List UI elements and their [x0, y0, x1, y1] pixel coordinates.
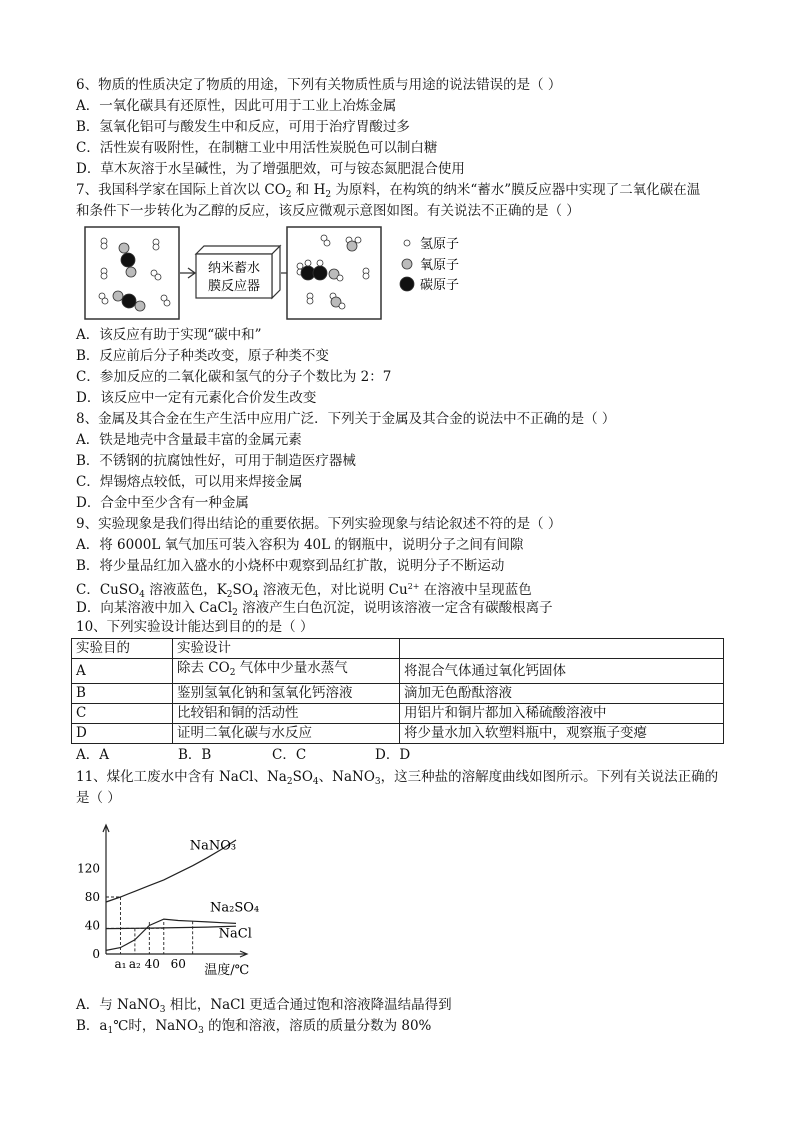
reactor-label-1: 纳米蓄水 — [207, 261, 261, 276]
q10-option-a: A．A — [76, 747, 109, 763]
legend-carbon-icon — [400, 277, 414, 291]
header-blank — [400, 639, 724, 659]
x-axis-label: 温度/℃ — [204, 963, 250, 978]
table-row: D 证明二氧化碳与水反应 将少量水加入软塑料瓶中，观察瓶子变瘪 — [72, 724, 724, 744]
legend-oxygen: 氧原子 — [420, 258, 460, 273]
x-tick-label: a₁ — [114, 957, 127, 971]
series-line-2 — [106, 926, 236, 928]
y-tick-label: 0 — [92, 947, 100, 961]
header-purpose: 实验目的 — [72, 639, 173, 659]
legend — [400, 240, 414, 291]
q9-stem: 9、实验现象是我们得出结论的重要依据。下列实验现象与结论叙述不符的是（ ） — [76, 516, 562, 532]
q11-stem-line2: 是（ ） — [76, 790, 121, 806]
series-label-na2so4: Na₂SO₄ — [210, 900, 260, 916]
x-tick-label: 60 — [170, 957, 186, 971]
q9-option-d: D．向某溶液中加入 CaCl$_2$ 溶液产生白色沉淀，说明该溶液一定含有碳酸根离子 — [76, 600, 553, 618]
q6-stem: 6、物质的性质决定了物质的用途，下列有关物质性质与用途的说法错误的是（ ） — [76, 77, 562, 93]
series-label-nano3: NaNO₃ — [189, 838, 237, 854]
x-tick-label: a₂ — [128, 957, 141, 971]
reactor-label-2: 膜反应器 — [207, 279, 261, 294]
solubility-chart — [77, 822, 280, 982]
q7-option-a: A．该反应有助于实现“碳中和” — [76, 327, 262, 343]
header-design: 实验设计 — [173, 639, 400, 659]
q6-option-b: B．氢氧化铝可与酸发生中和反应，可用于治疗胃酸过多 — [76, 119, 410, 135]
q8-option-a: A．铁是地壳中含量最丰富的金属元素 — [76, 432, 302, 448]
table-row: C 比较铝和铜的活动性 用铝片和铜片都加入稀硫酸溶液中 — [72, 704, 724, 724]
q6-option-a: A．一氧化碳具有还原性，因此可用于工业上冶炼金属 — [76, 98, 397, 114]
reactor-box — [196, 246, 280, 298]
x-tick-label: 40 — [144, 957, 160, 971]
q9-option-b: B．将少量品红加入盛水的小烧杯中观察到品红扩散，说明分子不断运动 — [76, 558, 505, 574]
q11-stem-line1: 11、煤化工废水中含有 NaCl、$Na_2SO_4$、NaNO$_3$，这三种盐的溶解度曲线如图所示。下列有关说法正确的 — [76, 769, 719, 787]
y-tick-label: 120 — [77, 861, 100, 876]
q7-option-d: D．该反应中一定有元素化合价发生改变 — [76, 390, 317, 406]
q10-stem: 10、下列实验设计能达到目的的是（ ） — [76, 619, 314, 635]
q10-option-c: C．C — [272, 747, 307, 763]
q7-stem-line1: 7、我国科学家在国际上首次以 $CO_2$ 和 $H_2$ 为原料，在构筑的纳米“蓄水”膜反应器中实现了二氧化碳在温 — [76, 182, 701, 200]
table-header-row — [72, 639, 724, 659]
series-line-1 — [106, 919, 236, 950]
q7-option-b: B．反应前后分子种类改变，原子种类不变 — [76, 348, 329, 364]
legend-carbon: 碳原子 — [420, 278, 460, 293]
q8-option-c: C．焊锡熔点较低，可以用来焊接金属 — [76, 474, 303, 490]
q7-option-c: C．参加反应的二氧化碳和氢气的分子个数比为 2：7 — [76, 369, 392, 385]
q6-option-d: D．草木灰溶于水呈碱性，为了增强肥效，可与铵态氮肥混合使用 — [76, 161, 465, 177]
q10-table — [71, 638, 724, 744]
q6-option-c: C．活性炭有吸附性，在制糖工业中用活性炭脱色可以制白糖 — [76, 140, 438, 156]
series-label-nacl: NaCl — [218, 926, 252, 942]
q10-option-d: D．D — [375, 747, 411, 763]
y-tick-label: 80 — [84, 890, 100, 904]
q11-option-a: A．与 NaNO$_3$ 相比，NaCl 更适合通过饱和溶液降温结晶得到 — [76, 997, 452, 1015]
q8-stem: 8、金属及其合金在生产生活中应用广泛．下列关于金属及其合金的说法中不正确的是（ ） — [76, 411, 616, 427]
legend-oxygen-icon — [402, 259, 412, 269]
q7-stem-line2: 和条件下一步转化为乙醇的反应，该反应微观示意图如图。有关说法不正确的是（ ） — [76, 203, 580, 219]
table-row: B 鉴别氢氧化钠和氢氧化钙溶液 滴加无色酚酞溶液 — [72, 684, 724, 704]
q8-option-b: B．不锈钢的抗腐蚀性好，可用于制造医疗器械 — [76, 453, 356, 469]
q9-option-a: A．将 6000L 氧气加压可装入容积为 40L 的钢瓶中，说明分子之间有间隙 — [76, 537, 524, 553]
reaction-diagram — [84, 226, 484, 322]
legend-hydrogen-icon — [404, 240, 410, 246]
q10-option-b: B．B — [178, 747, 212, 763]
legend-hydrogen: 氢原子 — [420, 237, 460, 252]
q8-option-d: D．合金中至少含有一种金属 — [76, 495, 249, 511]
q9-option-c: C．CuSO$_4$ 溶液蓝色，$K_2SO_4$ 溶液无色，对比说明 $Cu^{2+}$ 在溶液中呈现蓝色 — [76, 582, 532, 600]
q11-option-b: B．$a_1℃$时，NaNO$_3$ 的饱和溶液，溶质的质量分数为 80% — [76, 1018, 432, 1036]
table-row: A 除去 $CO_2$ 气体中少量水蒸气 将混合气体通过氧化钙固体 — [72, 659, 724, 684]
y-tick-label: 40 — [84, 918, 100, 933]
